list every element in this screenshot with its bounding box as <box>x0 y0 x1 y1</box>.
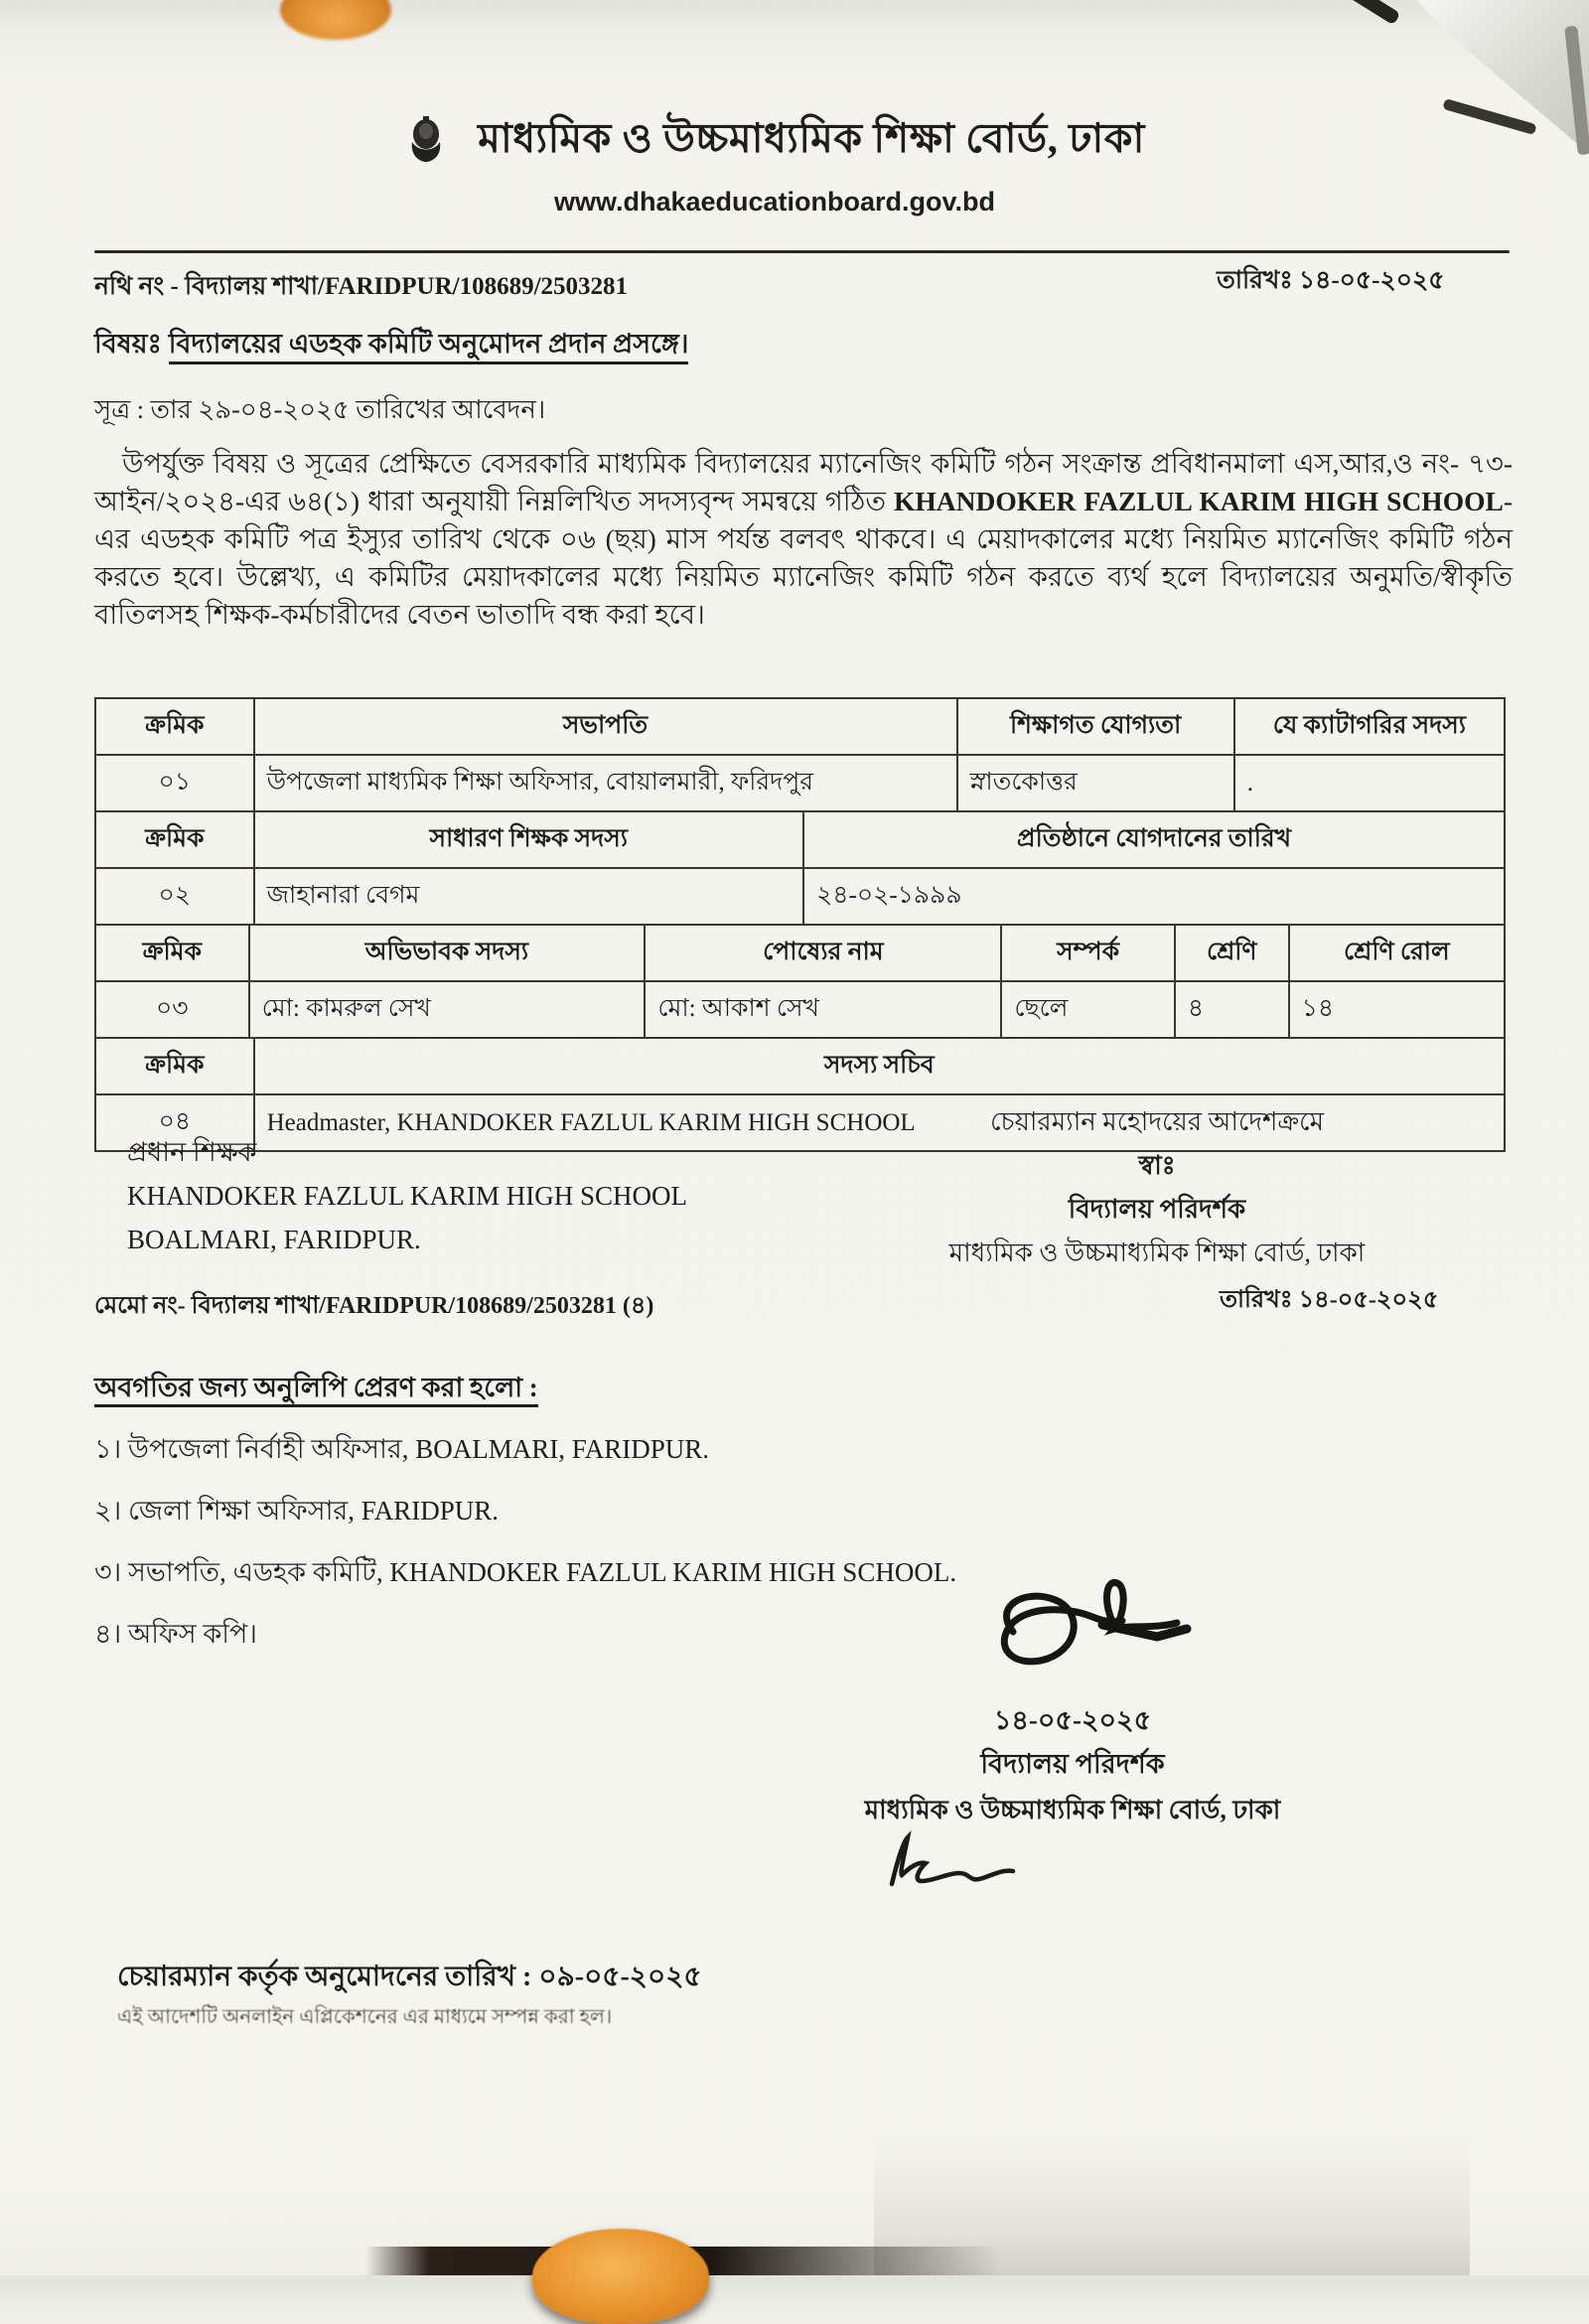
signatory-designation: বিদ্যালয় পরিদর্শক <box>980 1749 1165 1779</box>
addressee-title: প্রধান শিক্ষক <box>127 1137 257 1167</box>
memo-number: মেমো নং- বিদ্যালয় শাখা/FARIDPUR/108689/2503281 (৪) <box>94 1293 654 1319</box>
handwritten-signature-icon <box>953 1577 1231 1691</box>
col-header: ক্রমিক <box>96 812 255 867</box>
table-header-row <box>96 926 1504 982</box>
col-header: সম্পর্ক <box>1002 926 1176 980</box>
col-header: সদস্য সচিব <box>823 1052 935 1079</box>
table-header-row <box>96 1039 1504 1095</box>
org-name: মাধ্যমিক ও উচ্চমাধ্যমিক শিক্ষা বোর্ড, ঢাকা <box>478 115 1145 161</box>
cell-class: ৪ <box>1176 982 1290 1037</box>
col-header: অভিভাবক সদস্য <box>250 926 647 980</box>
col-header: পোষ্যের নাম <box>646 926 1002 980</box>
committee-table <box>94 697 1506 1152</box>
col-header: শ্রেণি <box>1176 926 1290 980</box>
subject-text: বিদ্যালয়ের এডহক কমিটি অনুমোদন প্রদান প্রসঙ্গে। <box>169 329 689 364</box>
cell-serial: ০১ <box>96 756 255 810</box>
cell-relation: ছেলে <box>1002 982 1176 1037</box>
distribution-heading: অবগতির জন্য অনুলিপি প্রেরণ করা হলো : <box>94 1373 538 1407</box>
cell-ward-name: মো: আকাশ সেখ <box>646 982 1002 1037</box>
school-name: KHANDOKER FAZLUL KARIM HIGH SCHOOL <box>894 486 1504 516</box>
distribution-item: ১। উপজেলা নির্বাহী অফিসার, BOALMARI, FARIDPUR. <box>94 1434 709 1464</box>
col-header: ক্রমিক <box>96 1039 255 1093</box>
cell-guardian-member: মো: কামরুল সেখ <box>250 982 647 1037</box>
cell-teacher-member: জাহানারা বেগম <box>255 869 804 924</box>
col-header: ক্রমিক <box>96 699 255 754</box>
subject-line <box>94 324 688 368</box>
col-header: সভাপতি <box>255 699 958 754</box>
col-header: যে ক্যাটাগরির সদস্য <box>1272 712 1467 739</box>
handwritten-initial-icon <box>874 1829 1053 1904</box>
body-text-after: -এর এডহক কমিটি পত্র ইস্যুর তারিখ থেকে ০৬ (ছয়) মাস পর্যন্ত বলবৎ থাকবে। এ মেয়াদকালের মধ্যে নিয়মিত ম্যানেজিং কমিটি গঠন করতে হবে। উল্লেখ্য, এ কমিটির মেয়াদকালের মধ্যে নিয়মিত ম্যানেজিং কমিটি গঠন করতে ব্যর্থ হলে বিদ্যালয়ের অনুমতি/স্বীকৃতি বাতিলসহ শিক্ষক-কর্মচারীদের বেতন ভাতাদি বন্ধ করা হবে। <box>94 486 1513 630</box>
dark-mark-artifact <box>1335 0 1401 25</box>
subject-label: বিষয়ঃ <box>94 329 162 359</box>
addressee-address: BOALMARI, FARIDPUR. <box>127 1225 421 1254</box>
distribution-item: ২। জেলা শিক্ষা অফিসার, FARIDPUR. <box>94 1496 500 1525</box>
online-process-note: এই আদেশটি অনলাইন এপ্লিকেশনের এর মাধ্যমে সম্পন্ন করা হল। <box>117 2006 613 2028</box>
addressee-block <box>127 1130 687 1261</box>
org-website: www.dhakaeducationboard.gov.bd <box>553 187 996 217</box>
cell-class-roll: ১৪ <box>1301 995 1335 1022</box>
addressee-school: KHANDOKER FAZLUL KARIM HIGH SCHOOL <box>127 1181 687 1211</box>
col-header: শিক্ষাগত যোগ্যতা <box>958 699 1235 754</box>
cell-member-secretary: Headmaster, KHANDOKER FAZLUL KARIM HIGH SCHOOL <box>266 1108 916 1136</box>
header-divider <box>94 250 1510 253</box>
table-row <box>96 869 1504 926</box>
cell-president: উপজেলা মাধ্যমিক শিক্ষা অফিসার, বোয়ালমারী, ফরিদপুর <box>255 756 958 810</box>
col-header: সাধারণ শিক্ষক সদস্য <box>255 812 804 867</box>
table-header-row <box>96 812 1504 869</box>
distribution-item: ৪। অফিস কপি। <box>94 1619 257 1649</box>
doc-date: তারিখঃ ১৪-০৫-২০২৫ <box>1217 267 1445 294</box>
body-text-before: উপর্যুক্ত বিষয় ও সূত্রের প্রেক্ষিতে বেসরকারি মাধ্যমিক বিদ্যালয়ের ম্যানেজিং কমিটি গঠন সংক্রান্ত প্রবিধানমালা এস,আর,ও নং- ৭৩-আইন/২০২৪-এর ৬৪(১) ধারা অনুযায়ী নিম্নলিখিত সদস্যবৃন্দ সমন্বয়ে গঠিত <box>94 448 1513 516</box>
cell-category: . <box>1246 769 1253 797</box>
cell-serial: ০৪ <box>96 1095 255 1150</box>
cell-qualification: স্নাতকোত্তর <box>958 756 1235 810</box>
education-board-seal-icon <box>404 114 448 169</box>
distribution-list <box>94 1357 956 1665</box>
signature-date: ১৪-০৫-২০২৫ <box>993 1705 1152 1735</box>
order-line: চেয়ারম্যান মহোদয়ের আদেশক্রমে <box>989 1107 1325 1136</box>
cell-serial: ০৩ <box>96 982 250 1037</box>
fingertip-artifact-top <box>280 0 391 40</box>
body-paragraph <box>94 445 1513 634</box>
chairman-approval-line: চেয়ারম্যান কর্তৃক অনুমোদনের তারিখ : ০৯-০৫-২০২৫ <box>117 1961 702 1992</box>
distribution-item: ৩। সভাপতি, এডহক কমিটি, KHANDOKER FAZLUL KARIM HIGH SCHOOL. <box>94 1557 957 1587</box>
ref-number: নথি নং - বিদ্যালয় শাখা/FARIDPUR/108689/2503281 <box>94 273 629 300</box>
order-designation: বিদ্যালয় পরিদর্শক <box>1068 1195 1246 1224</box>
col-header: ক্রমিক <box>96 926 250 980</box>
signed-abbrev: স্বাঃ <box>1138 1151 1176 1180</box>
signatory-org: মাধ্যমিক ও উচ্চমাধ্যমিক শিক্ষা বোর্ড, ঢাকা <box>864 1796 1281 1824</box>
cell-joining-date: ২৪-০২-১৯৯৯ <box>816 882 962 909</box>
col-header: শ্রেণি রোল <box>1344 939 1450 965</box>
order-block <box>864 1100 1450 1275</box>
table-row <box>96 756 1504 812</box>
memo-date: তারিখঃ ১৪-০৫-২০২৫ <box>1220 1287 1439 1313</box>
table-header-row <box>96 699 1504 756</box>
order-org: মাধ্যমিক ও উচ্চমাধ্যমিক শিক্ষা বোর্ড, ঢাকা <box>948 1238 1366 1267</box>
source-line: সূত্র : তার ২৯-০৪-২০২৫ তারিখের আবেদন। <box>94 395 546 424</box>
fingertip-artifact-bottom <box>532 2229 709 2324</box>
col-header: প্রতিষ্ঠানে যোগদানের তারিখ <box>1016 825 1292 852</box>
letterhead <box>0 107 1549 176</box>
cell-serial: ০২ <box>96 869 255 924</box>
table-row <box>96 982 1504 1039</box>
